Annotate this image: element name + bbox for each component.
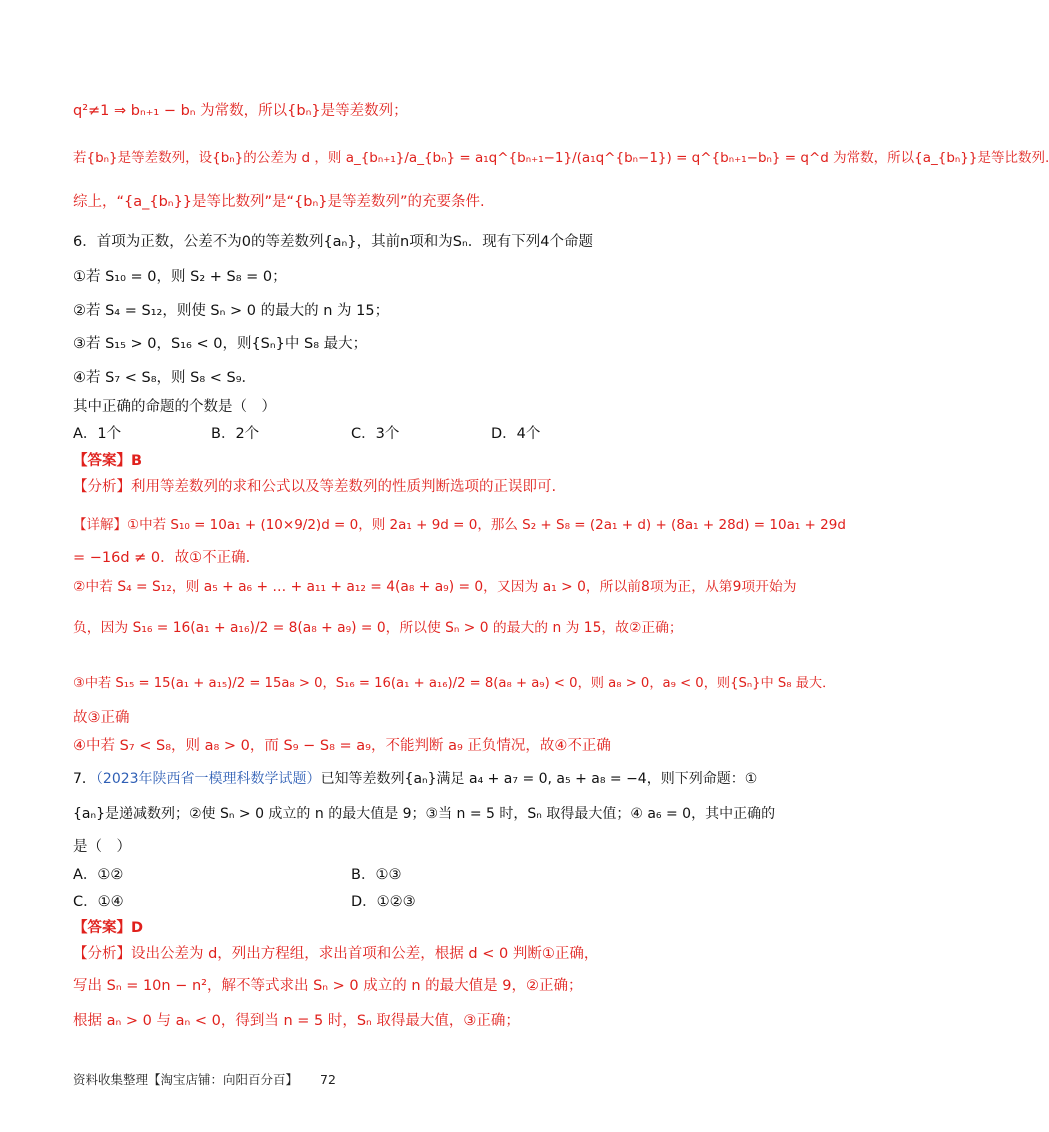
proposition-2: ②若 S₄ = S₁₂，则使 Sₙ > 0 的最大的 n 为 15； — [73, 303, 390, 319]
question-7-text: {aₙ}是递减数列；②使 Sₙ > 0 成立的 n 的最大值是 9；③当 n = 5 时，Sₙ 取得最大值；④ a₆ = 0，其中正确的 — [73, 806, 776, 822]
question-6-stem: 6．首项为正数，公差不为0的等差数列{aₙ}，其前n项和为Sₙ．现有下列4个命题 — [73, 234, 593, 250]
text-line: q²≠1 ⇒ bₙ₊₁ − bₙ 为常数，所以{bₙ}是等差数列； — [73, 103, 408, 119]
proposition-4: ④若 S₇ < S₈，则 S₈ < S₉． — [73, 370, 257, 386]
question-number: 7． — [73, 771, 96, 787]
proposition-3: ③若 S₁₅ > 0，S₁₆ < 0，则{Sₙ}中 S₈ 最大； — [73, 336, 368, 352]
option-a: A．1个 — [73, 426, 122, 442]
page-footer — [73, 1070, 336, 1088]
option-c: C．①④ — [73, 894, 124, 910]
answer-label: 【答案】D — [73, 920, 144, 936]
detail-text: ③中若 S₁₅ = 15(a₁ + a₁₅)/2 = 15a₈ > 0，S₁₆ = 16(a₁ + a₁₆)/2 = 8(a₈ + a₉) < 0，则 a₈ > 0，a₉ < 0，则{Sₙ}中 S₈ 最大． — [73, 676, 836, 691]
answer-label: 【答案】B — [73, 453, 143, 469]
option-d: D．4个 — [491, 426, 541, 442]
detail-text: 故③正确 — [73, 710, 130, 726]
page-number: 72 — [320, 1072, 336, 1087]
question-source: （2023年陕西省一模理科数学试题） — [95, 771, 321, 787]
footer-text: 资料收集整理【淘宝店铺：向阳百分百】 — [73, 1072, 299, 1087]
option-b: B．①③ — [351, 867, 402, 883]
text-line: 综上，“{a_{bₙ}}是等比数列”是“{bₙ}是等差数列”的充要条件. — [73, 194, 485, 210]
question-6-prompt: 其中正确的命题的个数是（ ） — [73, 399, 276, 415]
analysis-text: 根据 aₙ > 0 与 aₙ < 0，得到当 n = 5 时，Sₙ 取得最大值，③正确； — [73, 1013, 520, 1029]
detail-text: ④中若 S₇ < S₈，则 a₈ > 0，而 S₉ − S₈ = a₉，不能判断 a₉ 正负情况，故④不正确 — [73, 738, 611, 754]
analysis-text: 【分析】设出公差为 d，列出方程组，求出首项和公差，根据 d < 0 判断①正确， — [73, 946, 599, 962]
detail-text: = −16d ≠ 0．故①不正确． — [73, 550, 261, 566]
option-d: D．①②③ — [351, 894, 416, 910]
proposition-1: ①若 S₁₀ = 0，则 S₂ + S₈ = 0； — [73, 269, 287, 285]
question-7-stem — [73, 768, 758, 790]
analysis-text: 写出 Sₙ = 10n − n²，解不等式求出 Sₙ > 0 成立的 n 的最大值是 9，②正确； — [73, 978, 583, 994]
detail-text: 负，因为 S₁₆ = 16(a₁ + a₁₆)/2 = 8(a₈ + a₉) = 0，所以使 Sₙ > 0 的最大的 n 为 15，故②正确； — [73, 620, 683, 636]
text-line: 若{bₙ}是等差数列，设{bₙ}的公差为 d ，则 a_{bₙ₊₁}/a_{bₙ} = a₁q^{bₙ₊₁−1}/(a₁q^{bₙ−1}) = q^{bₙ₊₁−bₙ} = q^d 为常数，所以{a_{bₙ}}是等比数列. — [73, 150, 1049, 166]
analysis-text: 【分析】利用等差数列的求和公式以及等差数列的性质判断选项的正误即可. — [73, 479, 557, 495]
detail-text: ②中若 S₄ = S₁₂，则 a₅ + a₆ + … + a₁₁ + a₁₂ = 4(a₈ + a₉) = 0，又因为 a₁ > 0，所以前8项为正，从第9项开始为 — [73, 579, 797, 595]
option-c: C．3个 — [351, 426, 400, 442]
question-7-prompt: 是（ ） — [73, 839, 131, 855]
option-b: B．2个 — [211, 426, 260, 442]
option-a: A．①② — [73, 867, 124, 883]
detail-text: 【详解】①中若 S₁₀ = 10a₁ + (10×9/2)d = 0，则 2a₁ + 9d = 0，那么 S₂ + S₈ = (2a₁ + d) + (8a₁ + 28d) = 10a₁ + 29d — [73, 517, 846, 533]
question-text: 已知等差数列{aₙ}满足 a₄ + a₇ = 0, a₅ + a₈ = −4，则下列命题：① — [320, 771, 758, 787]
